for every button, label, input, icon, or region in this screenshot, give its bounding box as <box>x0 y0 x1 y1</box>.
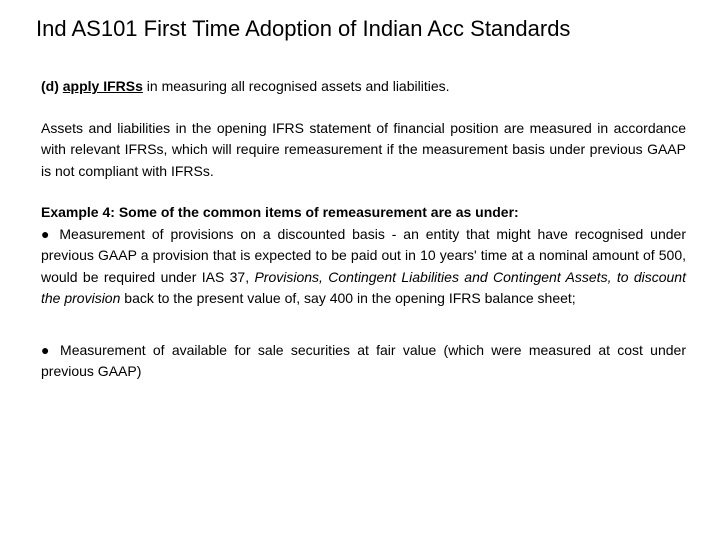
bullet-text-end: back to the present value of, say 400 in the opening IFRS balance sheet; <box>120 290 576 306</box>
paragraph-apply-ifrss <box>41 76 686 98</box>
paragraph-text: in measuring all recognised assets and liabilities. <box>142 78 450 94</box>
standard-name: Provisions, Contingent Liabilities and Contingent Assets, to discount the provision <box>41 268 686 306</box>
paragraph-afs-securities <box>41 340 686 383</box>
apply-ifrss-emphasis: apply IFRSs <box>62 78 143 94</box>
bullet-text: Measurement of available for sale securities at fair value (which were measured at cost under previous GAAP) <box>41 341 686 379</box>
bullet-text: Measurement of provisions on a discounted basis - an entity that might have recognised under previous GAAP a provision that is expected to be paid out in 10 years' time at a nominal amount of 500, would be required under IAS 37, <box>41 225 686 285</box>
slide-title: Ind AS101 First Time Adoption of Indian Acc Standards <box>36 16 571 41</box>
paragraph-measurement: Assets and liabilities in the opening IFRS statement of financial position are measured in accordance with relevant IFRSs, which will require remeasurement if the measurement basis under previous GAAP is not compliant with IFRSs. <box>41 119 686 179</box>
example-heading: Example 4: Some of the common items of remeasurement are as under: <box>41 204 519 220</box>
item-label: (d) <box>41 78 63 94</box>
bullet-icon: ● <box>41 341 53 358</box>
slide-body <box>41 76 686 383</box>
bullet-icon: ● <box>41 225 53 242</box>
paragraph-example-4 <box>41 202 686 310</box>
